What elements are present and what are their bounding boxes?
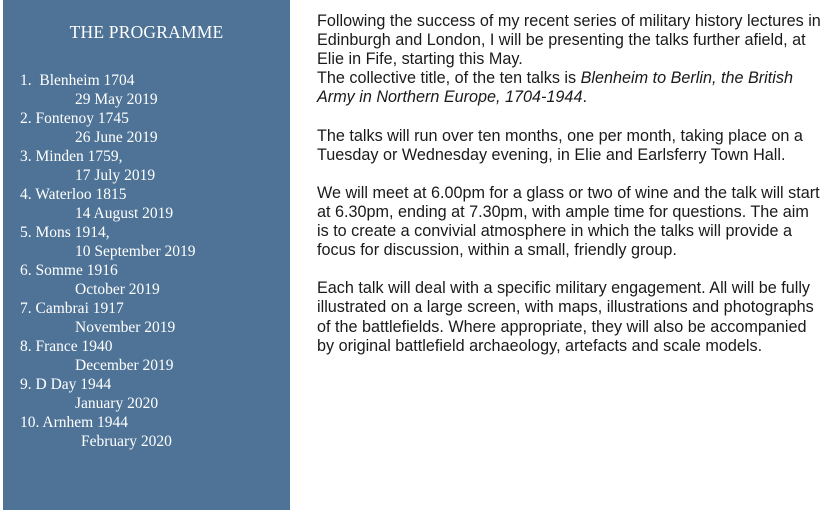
- schedule-paragraph: The talks will run over ten months, one per month, taking place on a Tuesday or Wednesday evening, in Elie and Earlsferry Town Hall.: [317, 126, 803, 164]
- programme-sidebar: [3, 0, 290, 512]
- programme-list: [3, 71, 290, 451]
- talk-item: [3, 375, 290, 413]
- talk-date: December 2019: [75, 357, 174, 374]
- talk-date: October 2019: [75, 281, 160, 298]
- paragraph-gap: [317, 165, 822, 184]
- paragraph-gap: [317, 107, 822, 126]
- talk-date: 26 June 2019: [75, 129, 158, 146]
- talk-name: 10. Arnhem 1944: [20, 414, 129, 431]
- talk-name: 3. Minden 1759,: [20, 148, 123, 165]
- talk-date: 29 May 2019: [75, 91, 158, 108]
- talk-date: 14 August 2019: [75, 205, 174, 222]
- talk-item: [3, 109, 290, 147]
- paragraph-gap: [317, 260, 822, 279]
- series-title-suffix: .: [582, 88, 587, 107]
- talk-name: 7. Cambrai 1917: [20, 300, 124, 317]
- talk-name: 2. Fontenoy 1745: [20, 110, 129, 127]
- talk-item: [3, 261, 290, 299]
- talk-item: [3, 185, 290, 223]
- intro-paragraph: Following the success of my recent series of military history lectures in Edinburgh and London, I will be presenting the talks further afield, at Elie in Fife, starting this May.: [317, 12, 821, 69]
- programme-title: THE PROGRAMME: [69, 22, 224, 42]
- talk-item: [3, 147, 290, 185]
- talk-item: [3, 299, 290, 337]
- talk-name: 1. Blenheim 1704: [20, 72, 135, 89]
- talk-name: 6. Somme 1916: [20, 262, 118, 279]
- series-title: Blenheim to Berlin, the British Army in Northern Europe, 1704-1944: [317, 69, 793, 107]
- talk-name: 4. Waterloo 1815: [20, 186, 127, 203]
- series-title-prefix: The collective title, of the ten talks is: [317, 69, 581, 88]
- content-paragraph: Each talk will deal with a specific military engagement. All will be fully illustrated on a large screen, with maps, illustrations and photographs of the battlefields. Where appropriate, they will also be accompanied by original battlefield archaeology, artefacts and scale models.: [317, 279, 814, 355]
- talk-date: November 2019: [75, 319, 176, 336]
- main-text: [317, 12, 822, 356]
- talk-item: [3, 223, 290, 261]
- talk-date: 17 July 2019: [75, 167, 156, 184]
- format-paragraph: We will meet at 6.00pm for a glass or two of wine and the talk will start at 6.30pm, ending at 7.30pm, with ample time for questions. The aim is to create a convivial atmosphere in which the talks will provide a focus for discussion, within a small, friendly group.: [317, 183, 820, 260]
- series-title-paragraph: [317, 69, 822, 107]
- talk-item: [3, 413, 290, 451]
- talk-date: February 2020: [81, 433, 172, 450]
- talk-name: 8. France 1940: [20, 338, 113, 355]
- talk-name: 9. D Day 1944: [20, 376, 112, 393]
- talk-date: January 2020: [75, 395, 159, 412]
- talk-item: [3, 337, 290, 375]
- talk-name: 5. Mons 1914,: [20, 224, 110, 241]
- talk-item: [3, 71, 290, 109]
- talk-date: 10 September 2019: [75, 243, 196, 260]
